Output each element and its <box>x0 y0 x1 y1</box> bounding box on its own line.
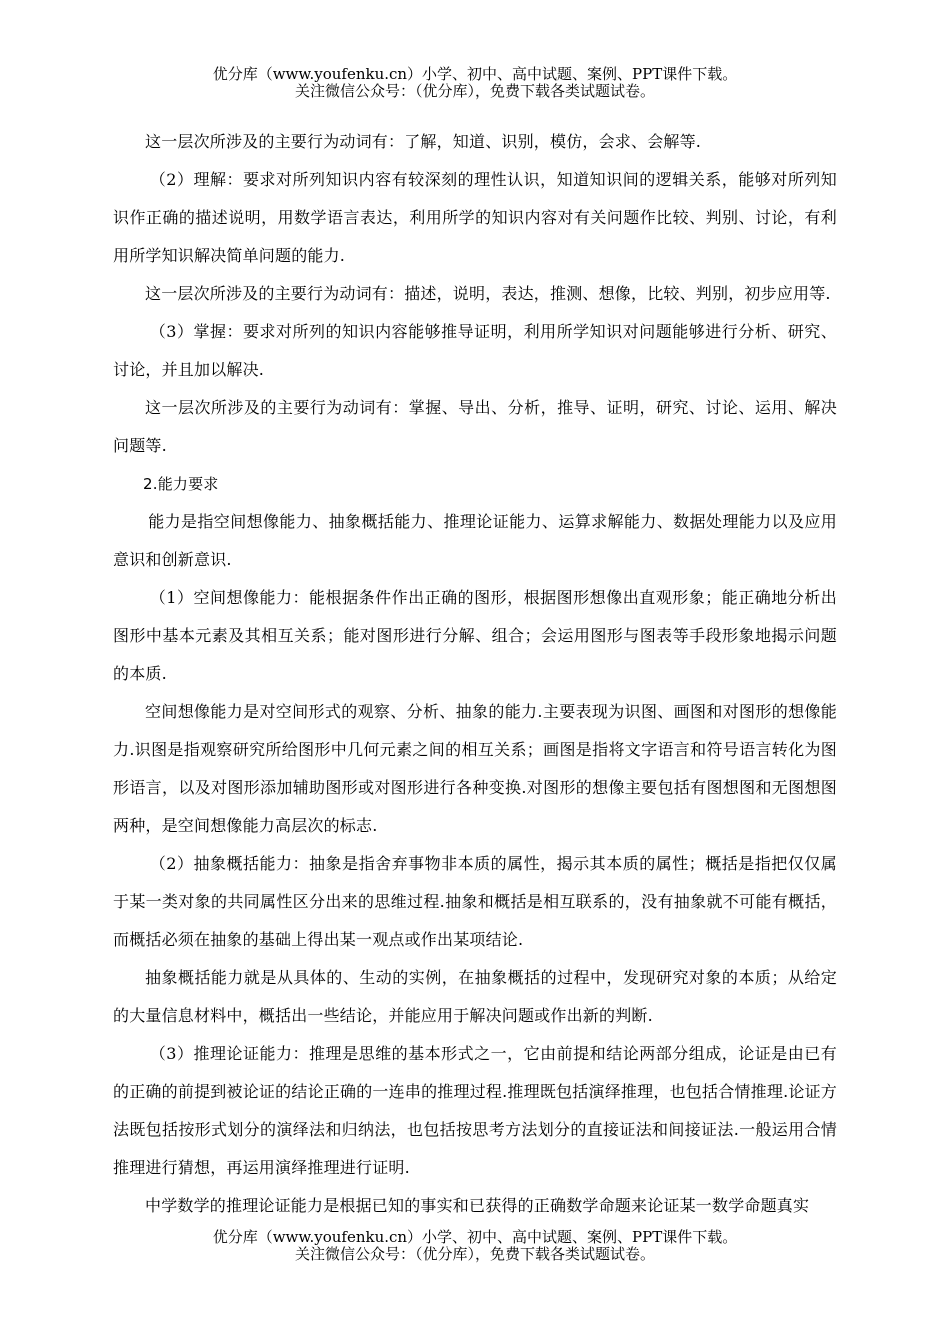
header-line-1: 优分库（www.youfenku.cn）小学、初中、高中试题、案例、PPT课件下载。 <box>212 65 738 83</box>
paragraph-mastery: （3）掌握：要求对所列的知识内容能够推导证明，利用所学知识对问题能够进行分析、研究、讨论，并且加以解决. <box>113 322 837 379</box>
document-body <box>113 123 837 1225</box>
footer-line-2: 关注微信公众号：（优分库），免费下载各类试题试卷。 <box>294 1245 655 1263</box>
paragraph-spatial-detail: 空间想像能力是对空间形式的观察、分析、抽象的能力.主要表现为识图、画图和对图形的想像能力.识图是指观察研究所给图形中几何元素之间的相互关系；画图是指将文字语言和符号语言转化为图形语言，以及对图形添加辅助图形或对图形进行各种变换.对图形的想像主要包括有图想图和无图想图两种，是空间想像能力高层次的标志. <box>113 702 837 835</box>
paragraph-verbs-comprehension: 这一层次所涉及的主要行为动词有：描述，说明，表达，推测、想像，比较、判别，初步应用等. <box>145 284 831 303</box>
paragraph-abstraction: （2）抽象概括能力：抽象是指舍弃事物非本质的属性，揭示其本质的属性；概括是指把仅仅属于某一类对象的共同属性区分出来的思维过程.抽象和概括是相互联系的，没有抽象就不可能有概括，而概括必须在抽象的基础上得出某一观点或作出某项结论. <box>113 854 837 949</box>
page-header <box>0 66 950 100</box>
footer-line-1: 优分库（www.youfenku.cn）小学、初中、高中试题、案例、PPT课件下载。 <box>212 1228 738 1246</box>
header-line-2: 关注微信公众号：（优分库），免费下载各类试题试卷。 <box>294 82 655 100</box>
paragraph-ability-intro: 能力是指空间想像能力、抽象概括能力、推理论证能力、运算求解能力、数据处理能力以及应用意识和创新意识. <box>113 512 837 569</box>
page-footer <box>0 1229 950 1263</box>
paragraph-abstraction-detail: 抽象概括能力就是从具体的、生动的实例，在抽象概括的过程中，发现研究对象的本质；从给定的大量信息材料中，概括出一些结论，并能应用于解决问题或作出新的判断. <box>113 968 837 1025</box>
paragraph-reasoning: （3）推理论证能力：推理是思维的基本形式之一，它由前提和结论两部分组成，论证是由已有的正确的前提到被论证的结论正确的一连串的推理过程.推理既包括演绎推理，也包括合情推理.论证方法既包括按形式划分的演绎法和归纳法，也包括按思考方法划分的直接证法和间接证法.一般运用合情推理进行猜想，再运用演绎推理进行证明. <box>113 1044 837 1177</box>
paragraph-reasoning-detail: 中学数学的推理论证能力是根据已知的事实和已获得的正确数学命题来论证某一数学命题真实 <box>145 1196 810 1215</box>
paragraph-spatial-imagination: （1）空间想像能力：能根据条件作出正确的图形，根据图形想像出直观形象；能正确地分析出图形中基本元素及其相互关系；能对图形进行分解、组合；会运用图形与图表等手段形象地揭示问题的本质. <box>113 588 837 683</box>
paragraph-verbs-mastery: 这一层次所涉及的主要行为动词有：掌握、导出、分析，推导、证明，研究、讨论、运用、解决问题等. <box>113 398 837 455</box>
section-heading-ability: 2.能力要求 <box>143 475 219 493</box>
paragraph-verbs-understand: 这一层次所涉及的主要行为动词有：了解，知道、识别，模仿，会求、会解等. <box>145 132 702 151</box>
paragraph-comprehension: （2）理解：要求对所列知识内容有较深刻的理性认识，知道知识间的逻辑关系，能够对所列知识作正确的描述说明，用数学语言表达，利用所学的知识内容对有关问题作比较、判别、讨论，有利用所学知识解决简单问题的能力. <box>113 170 837 265</box>
